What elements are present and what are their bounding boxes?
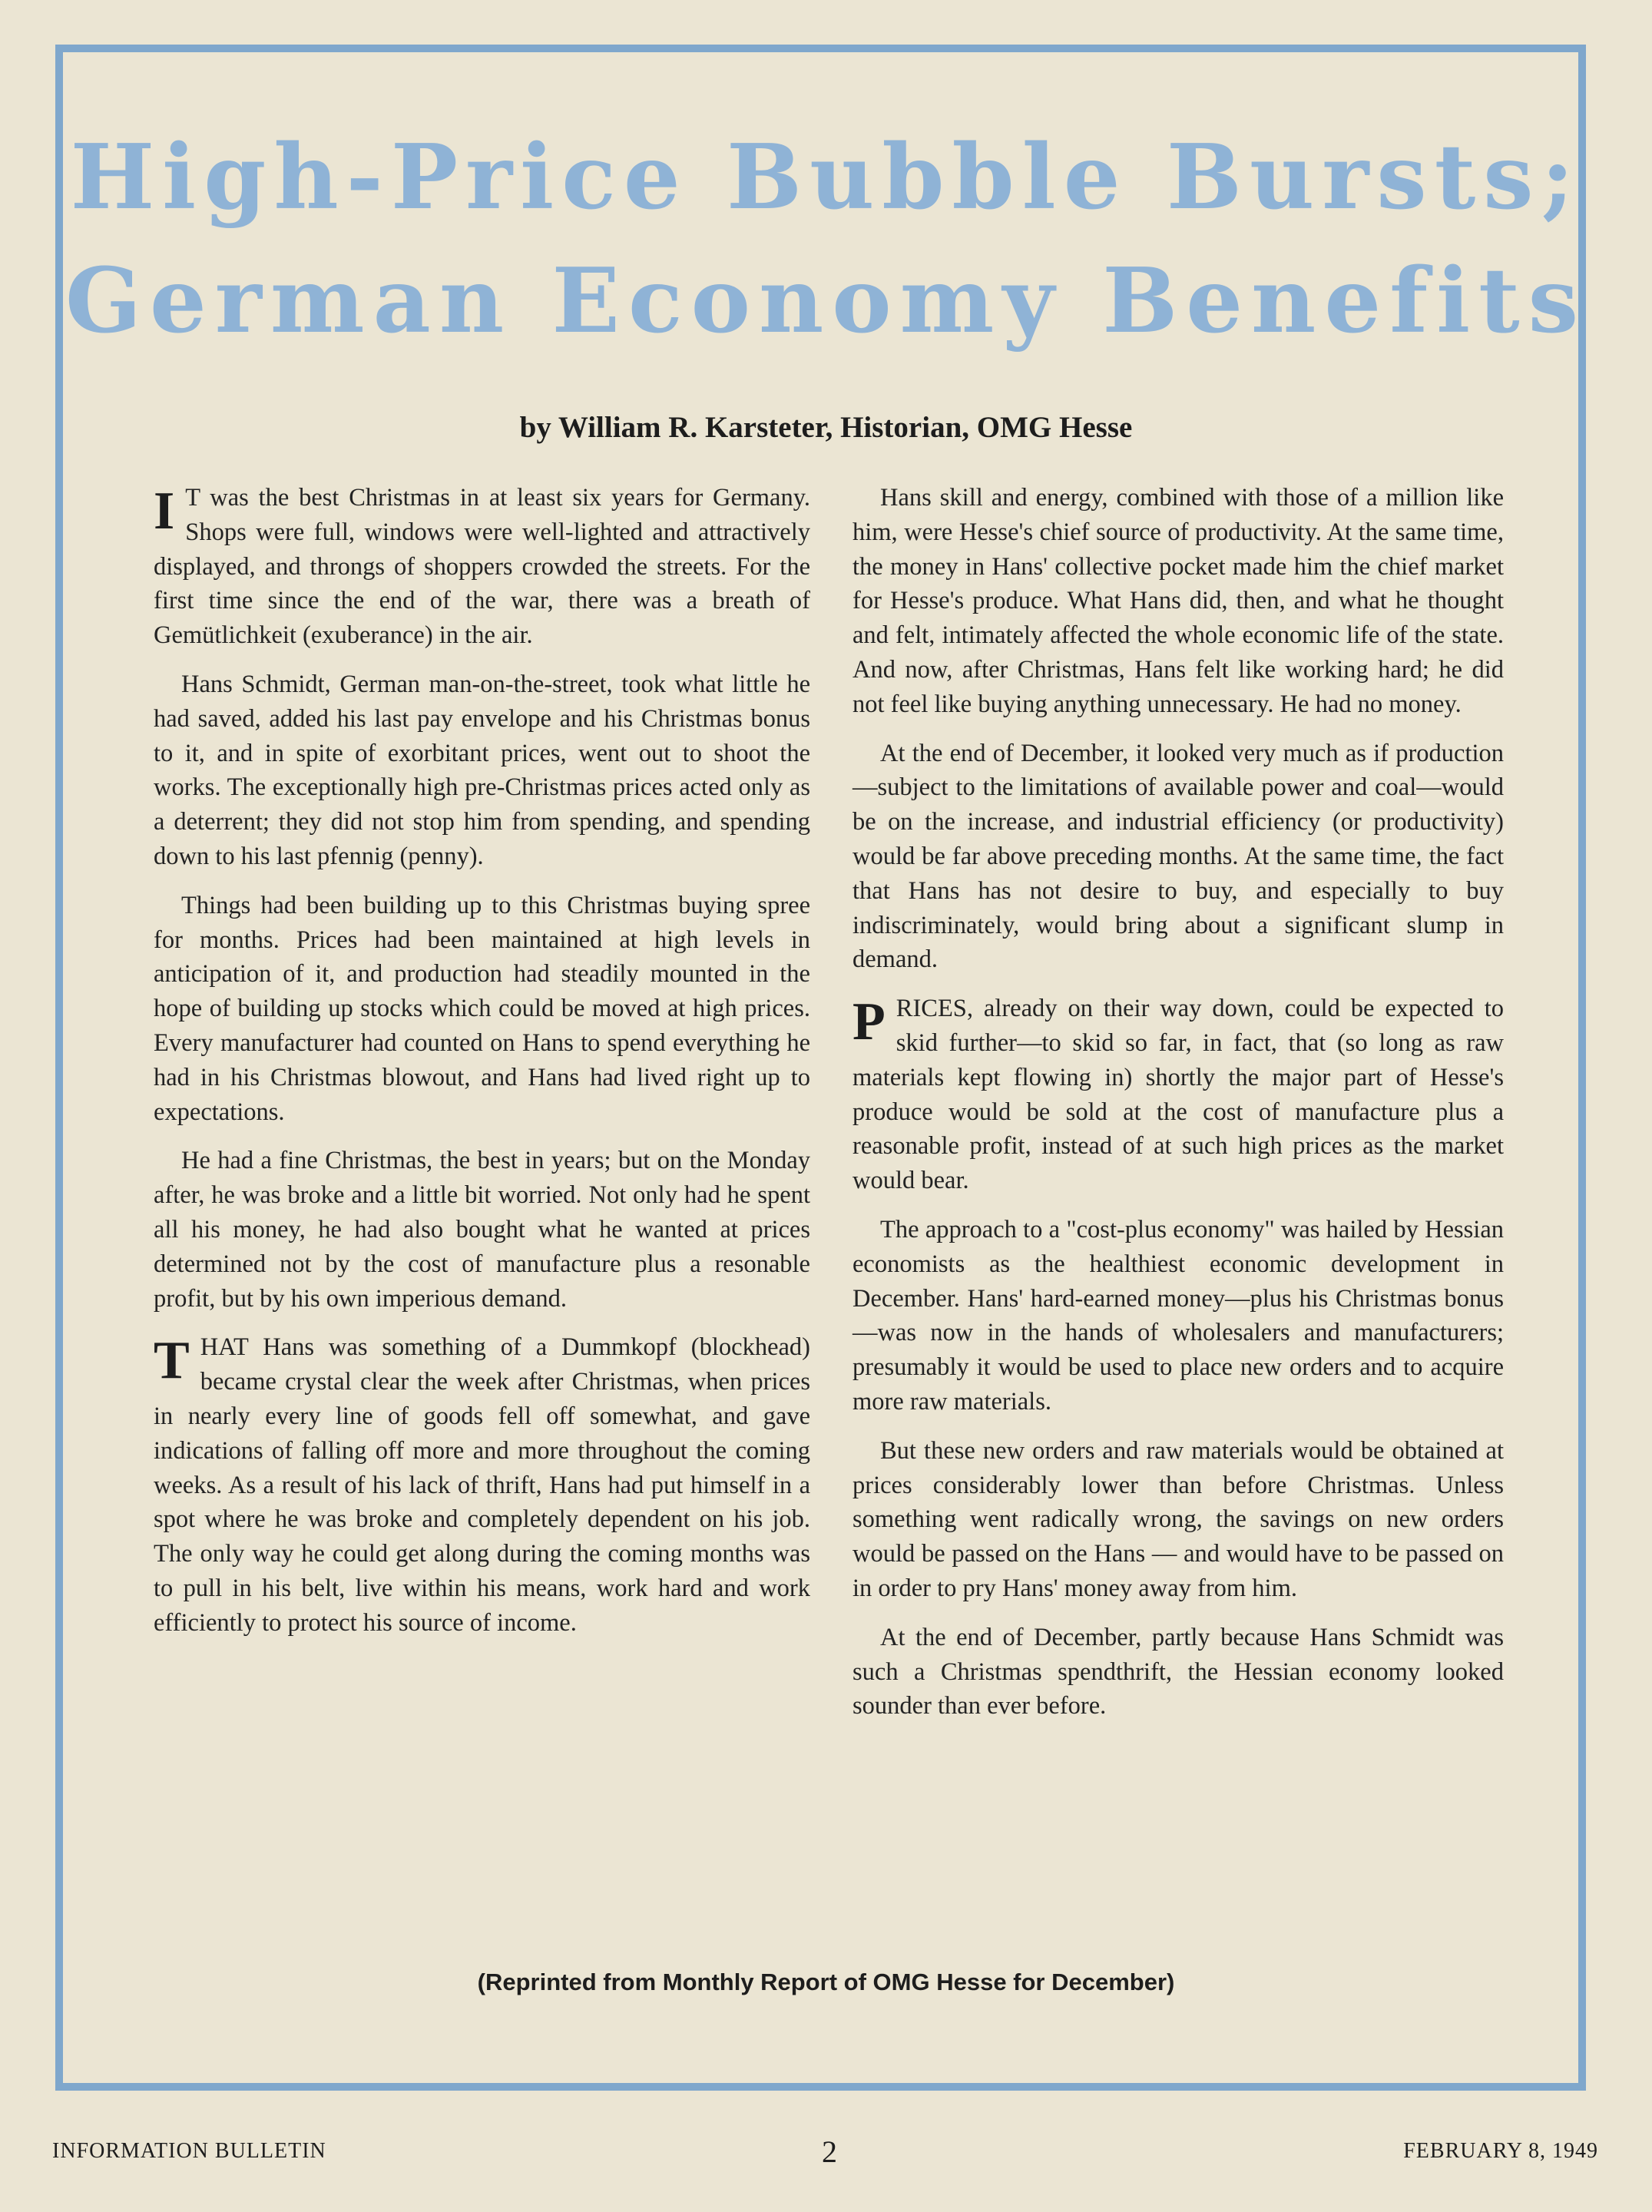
paragraph (154, 481, 810, 653)
headline-line-1: High-Price Bubble Bursts; (70, 125, 1582, 230)
issue-date: FEBRUARY 8, 1949 (1403, 2139, 1598, 2163)
paragraph (852, 992, 1504, 1198)
left-column (154, 481, 810, 1655)
right-column (852, 481, 1504, 1738)
byline: by William R. Karsteter, Historian, OMG Hesse (519, 411, 1133, 444)
headline-line-2: German Economy Benefits (65, 249, 1587, 353)
paragraph: Hans Schmidt, German man-on-the-street, took what little he had saved, added his last pay envelope and his Christmas bonus to it, and in spite of exorbitant prices, went out to shoot the works. The exceptionally high pre-Christmas prices acted only as a deterrent; they did not stop him from spending, and spending down to his last pfennig (penny). (154, 670, 810, 870)
paragraph-text: HAT Hans was something of a Dummkopf (blockhead) became crystal clear the week after Christmas, when prices in nearly every line of goods fell off somewhat, and gave indications of falling off more and more throughout the coming weeks. As a result of his lack of thrift, Hans had put himself in a spot where he was broke and completely dependent on his job. The only way he could get along during the coming months was to pull in his belt, live within his means, work hard and work efficiently to protect his source of income. (154, 1333, 810, 1637)
publication-name: INFORMATION BULLETIN (52, 2139, 326, 2163)
page-number: 2 (822, 2134, 838, 2169)
drop-cap: T (154, 1331, 190, 1391)
paragraph-text: RICES, already on their way down, could be expected to skid further—to skid so far, in fact, that (so long as raw materials kept flowing in) shortly the major part of Hesse's produce would be sold at the cost of manufacture plus a reasonable profit, instead of at such high prices as the market would bear. (852, 995, 1504, 1195)
paragraph: He had a fine Christmas, the best in years; but on the Monday after, he was broke and a little bit worried. Not only had he spent all his money, he had also bought what he wanted at prices determined not by the cost of manufacture plus a resonable profit, but by his own imperious demand. (154, 1147, 810, 1313)
paragraph: Things had been building up to this Christmas buying spree for months. Prices had been maintained at high levels in anticipation of it, and production had steadily mounted in the hope of building up stocks which could be moved at high prices. Every manufacturer had counted on Hans to spend everything he had in his Christmas blowout, and Hans had lived right up to expectations. (154, 891, 810, 1126)
paragraph: But these new orders and raw materials would be obtained at prices considerably lower than before Christmas. Unless something went radically wrong, the savings on new orders would be passed on the Hans — and would have to be passed on in order to pry Hans' money away from him. (852, 1436, 1504, 1602)
paragraph: At the end of December, partly because Hans Schmidt was such a Christmas spendthrift, the Hessian economy looked sounder than ever before. (852, 1623, 1504, 1720)
paragraph: The approach to a "cost-plus economy" was hailed by Hessian economists as the healthiest economic development in December. Hans' hard-earned money—plus his Christmas bonus—was now in the hands of wholesalers and manufacturers; presumably it would be used to place new orders and to acquire more raw materials. (852, 1215, 1504, 1416)
paragraph: At the end of December, it looked very much as if production—subject to the limitations of available power and coal—would be on the increase, and industrial efficiency (or productivity) would be far above preceding months. At the same time, the fact that Hans has not desire to buy, and especially to buy indiscriminately, would bring about a significant slump in demand. (852, 739, 1504, 974)
paragraph-text: T was the best Christmas in at least six years for Germany. Shops were full, windows were well-lighted and attractively displayed, and throngs of shoppers crowded the streets. For the first time since the end of the war, there was a breath of Gemütlichkeit (exuberance) in the air. (154, 484, 810, 650)
paragraph: Hans skill and energy, combined with those of a million like him, were Hesse's chief source of productivity. At the same time, the money in Hans' collective pocket made him the chief market for Hesse's produce. What Hans did, then, and what he thought and felt, intimately affected the whole economic life of the state. And now, after Christmas, Hans felt like working hard; he did not feel like buying anything unnecessary. He had no money. (852, 484, 1504, 718)
drop-cap: I (154, 482, 175, 541)
drop-cap: P (852, 992, 886, 1052)
paragraph (154, 1330, 810, 1640)
reprint-note: (Reprinted from Monthly Report of OMG Hesse for December) (477, 1969, 1175, 1995)
